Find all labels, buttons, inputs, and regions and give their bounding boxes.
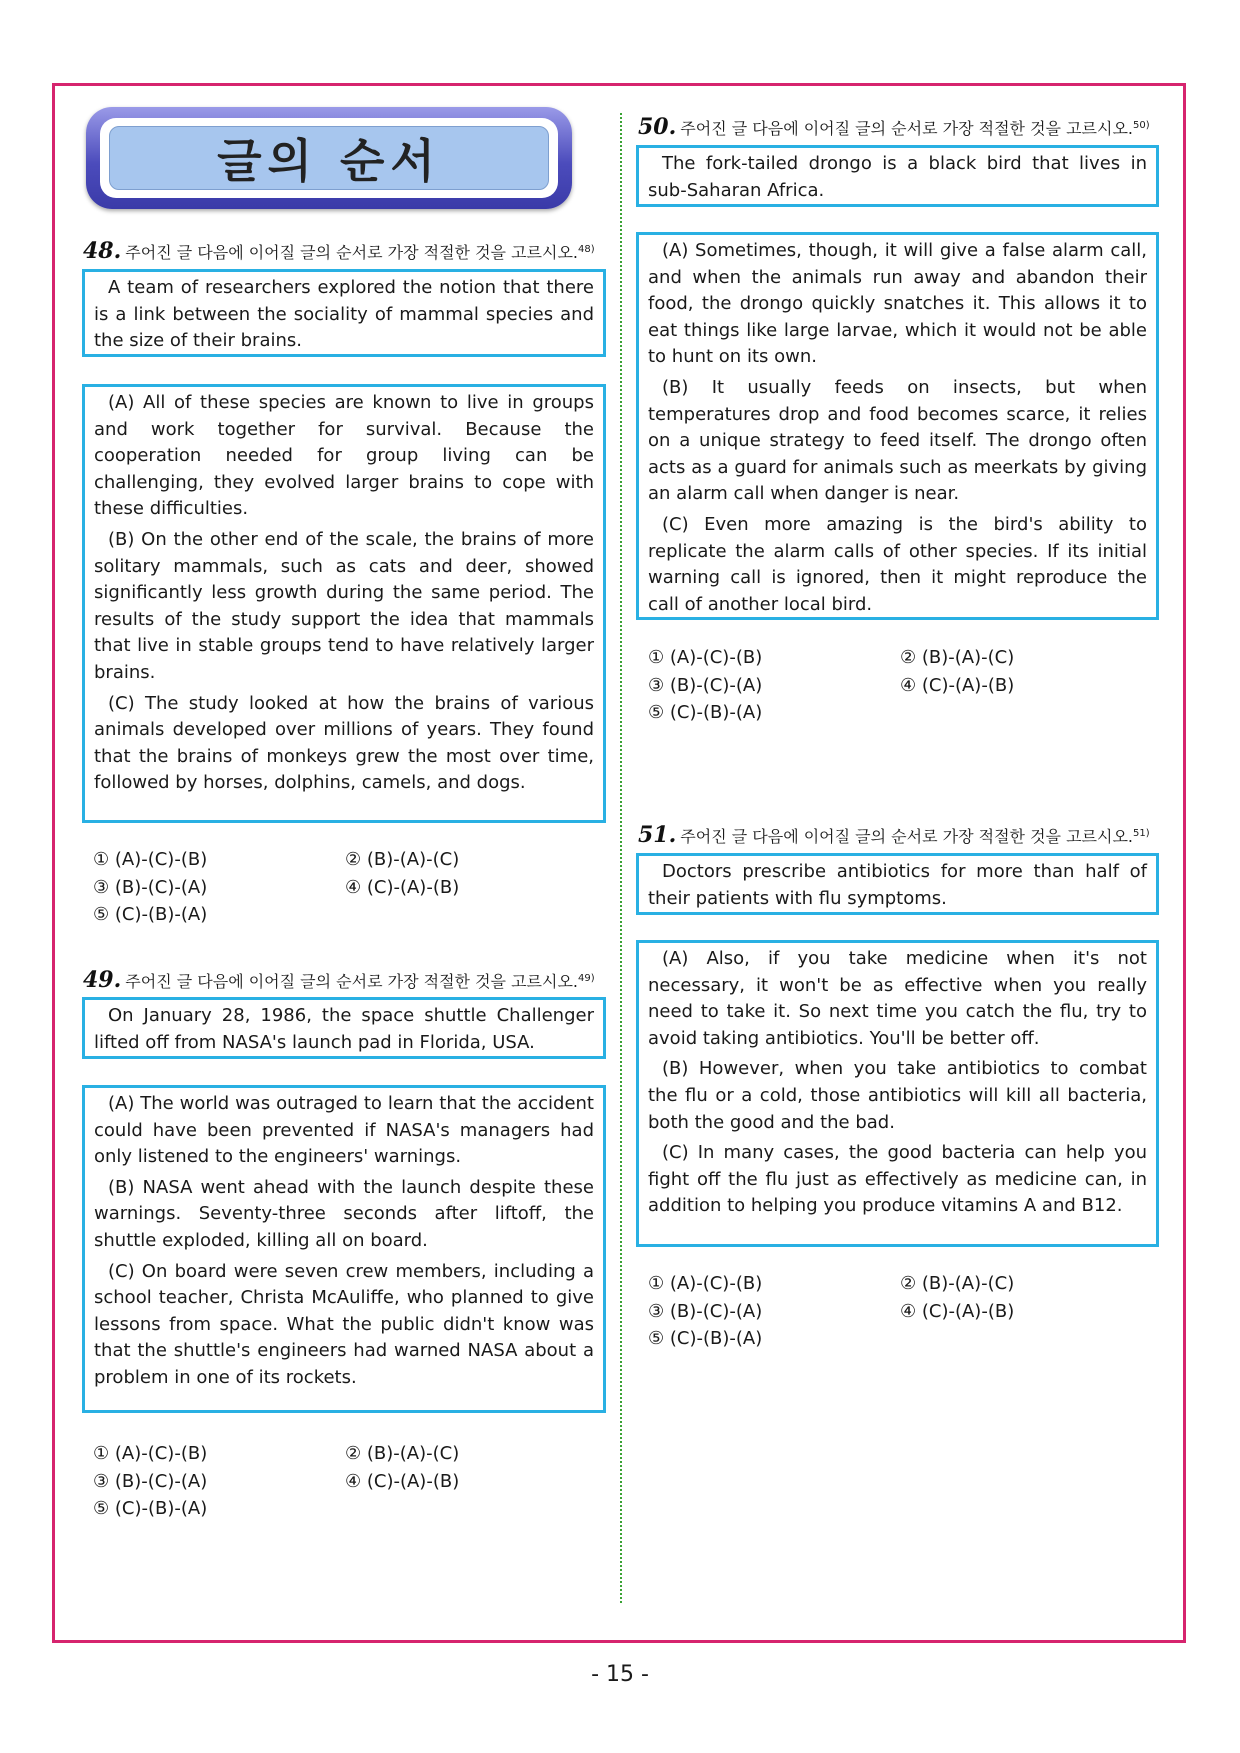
section-title: 글의 순서 <box>109 126 549 190</box>
paragraph-a: (A) The world was outraged to learn that the accident could have been prevented if NASA's managers had only listened to the engineers' warnings. <box>94 1093 594 1168</box>
question-prompt: 주어진 글 다음에 이어질 글의 순서로 가장 적절한 것을 고르시오. <box>680 827 1133 846</box>
paragraphs-box-50 <box>636 232 1159 620</box>
paragraphs-box-49 <box>82 1085 606 1413</box>
question-header-51 <box>638 822 1150 848</box>
paragraph-c: (C) The study looked at how the brains of various animals developed over millions of years. They found that the brains of monkeys grew the most over time, followed by horses, dolphins, camels, and dogs. <box>94 692 594 794</box>
given-text: A team of researchers explored the notion that there is a link between the sociality of mammal species and the size of their brains. <box>94 277 594 352</box>
option-4[interactable]: ④ (C)-(A)-(B) <box>900 674 1015 696</box>
answer-options-49 <box>93 1440 597 1523</box>
paragraphs-box-51 <box>636 940 1159 1247</box>
option-3[interactable]: ③ (B)-(C)-(A) <box>648 1300 763 1322</box>
option-1[interactable]: ① (A)-(C)-(B) <box>648 1273 763 1294</box>
option-5[interactable]: ⑤ (C)-(B)-(A) <box>648 702 763 723</box>
given-text-box-49 <box>82 997 606 1059</box>
given-text: The fork-tailed drongo is a black bird that lives in sub-Saharan Africa. <box>648 153 1147 201</box>
footnote-ref: 50) <box>1133 120 1150 131</box>
column-divider <box>620 113 622 1603</box>
paragraph-c: (C) Even more amazing is the bird's ability to replicate the alarm calls of other species. If its initial warning call is ignored, then it might reproduce the call of another local bird. <box>648 513 1147 615</box>
option-1[interactable]: ① (A)-(C)-(B) <box>93 1443 208 1464</box>
option-4[interactable]: ④ (C)-(A)-(B) <box>345 1470 460 1492</box>
paragraph-b: (B) However, when you take antibiotics to combat the flu or a cold, those antibiotics will kill all bacteria, both the good and the bad. <box>648 1058 1147 1133</box>
question-number: 51. <box>638 822 677 848</box>
question-number: 50. <box>638 114 677 140</box>
paragraph-c: (C) On board were seven crew members, including a school teacher, Christa McAuliffe, who planned to give lessons from space. What the public didn't know was that the shuttle's engineers had warned NASA about a problem in one of its rockets. <box>94 1260 594 1388</box>
answer-options-48 <box>93 846 597 929</box>
given-text-box-50 <box>636 145 1159 207</box>
paragraph-c: (C) In many cases, the good bacteria can help you fight off the flu just as effectively as medicine can, in addition to helping you produce vitamins A and B12. <box>648 1142 1147 1217</box>
question-prompt: 주어진 글 다음에 이어질 글의 순서로 가장 적절한 것을 고르시오. <box>680 119 1133 138</box>
paragraph-b: (B) On the other end of the scale, the brains of more solitary mammals, such as cats and deer, showed significantly less growth during the same period. The results of the study support the idea that mammals that live in stable groups tend to have relatively larger brains. <box>94 528 594 683</box>
option-3[interactable]: ③ (B)-(C)-(A) <box>93 876 208 898</box>
question-prompt: 주어진 글 다음에 이어질 글의 순서로 가장 적절한 것을 고르시오. <box>125 972 578 991</box>
answer-options-50 <box>648 644 1152 727</box>
option-2[interactable]: ② (B)-(A)-(C) <box>345 1443 460 1464</box>
paragraphs-box-48 <box>82 384 606 823</box>
given-text: On January 28, 1986, the space shuttle Challenger lifted off from NASA's launch pad in Florida, USA. <box>94 1005 594 1053</box>
section-title-banner <box>86 107 572 209</box>
given-text-box-51 <box>636 853 1159 915</box>
question-header-49 <box>83 967 595 993</box>
option-5[interactable]: ⑤ (C)-(B)-(A) <box>93 904 208 925</box>
option-4[interactable]: ④ (C)-(A)-(B) <box>900 1300 1015 1322</box>
answer-options-51 <box>648 1270 1152 1353</box>
given-text-box-48 <box>82 269 606 357</box>
option-3[interactable]: ③ (B)-(C)-(A) <box>93 1470 208 1492</box>
paragraph-b: (B) NASA went ahead with the launch despite these warnings. Seventy-three seconds after liftoff, the shuttle exploded, killing all on board. <box>94 1176 594 1251</box>
footnote-ref: 48) <box>578 244 595 255</box>
paragraph-b: (B) It usually feeds on insects, but when temperatures drop and food becomes scarce, it relies on a unique strategy to feed itself. The drongo often acts as a guard for animals such as meerkats by giving an alarm call when danger is near. <box>648 376 1147 505</box>
page-number: - 15 - <box>591 1662 649 1687</box>
paragraph-a: (A) Also, if you take medicine when it's not necessary, it won't be as effective when you really need to take it. So next time you catch the flu, try to avoid taking antibiotics. You'll be better off. <box>648 948 1147 1049</box>
given-text: Doctors prescribe antibiotics for more than half of their patients with flu symptoms. <box>648 861 1147 909</box>
option-2[interactable]: ② (B)-(A)-(C) <box>345 849 460 870</box>
option-1[interactable]: ① (A)-(C)-(B) <box>93 849 208 870</box>
footnote-ref: 51) <box>1133 828 1150 839</box>
question-header-50 <box>638 114 1150 140</box>
footnote-ref: 49) <box>578 973 595 984</box>
option-1[interactable]: ① (A)-(C)-(B) <box>648 647 763 668</box>
option-3[interactable]: ③ (B)-(C)-(A) <box>648 674 763 696</box>
option-5[interactable]: ⑤ (C)-(B)-(A) <box>648 1328 763 1349</box>
paragraph-a: (A) All of these species are known to live in groups and work together for survival. Because the cooperation needed for group living can be challenging, they evolved larger brains to cope with these difficulties. <box>94 392 594 520</box>
question-header-48 <box>83 238 595 264</box>
question-number: 49. <box>83 967 122 993</box>
option-2[interactable]: ② (B)-(A)-(C) <box>900 1273 1015 1294</box>
option-5[interactable]: ⑤ (C)-(B)-(A) <box>93 1498 208 1519</box>
question-number: 48. <box>83 238 122 264</box>
question-prompt: 주어진 글 다음에 이어질 글의 순서로 가장 적절한 것을 고르시오. <box>125 243 578 262</box>
option-4[interactable]: ④ (C)-(A)-(B) <box>345 876 460 898</box>
option-2[interactable]: ② (B)-(A)-(C) <box>900 647 1015 668</box>
paragraph-a: (A) Sometimes, though, it will give a false alarm call, and when the animals run away and abandon their food, the drongo quickly snatches it. This allows it to eat things like large larvae, which it would not be able to hunt on its own. <box>648 240 1147 368</box>
